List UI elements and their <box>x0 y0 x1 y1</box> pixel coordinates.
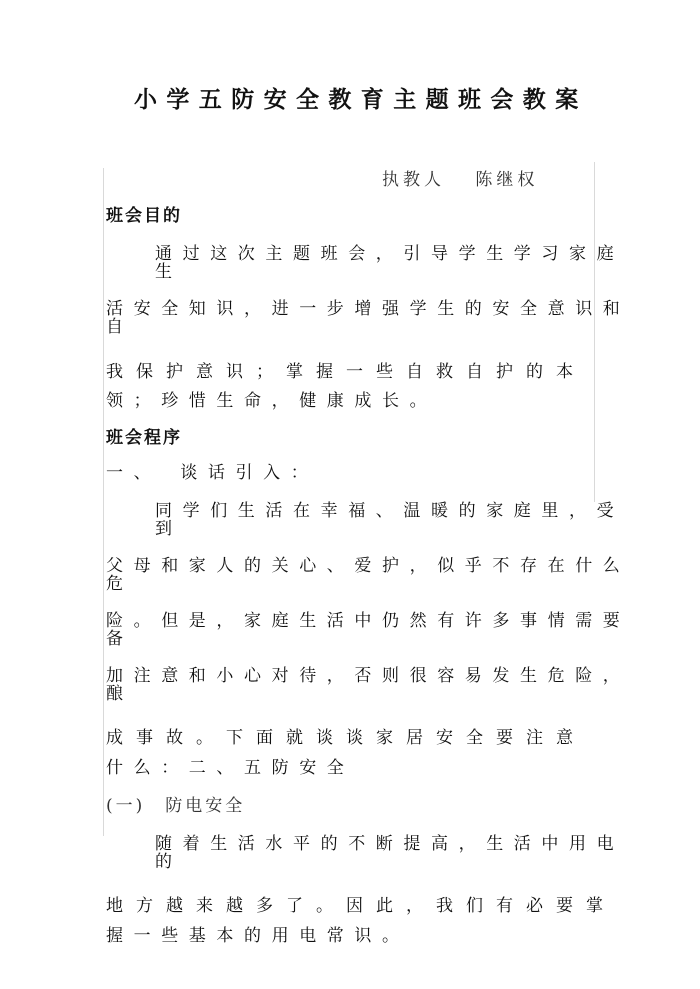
author-line: 执教人 陈继权 <box>382 170 539 190</box>
left-margin-line <box>103 168 104 836</box>
part1-line-1: 同学们生活在幸福、温暖的家庭里，受 <box>155 501 625 521</box>
goal-line-3: 我保护意识；掌握一些自救自护的本 <box>106 362 586 382</box>
goal-line-4: 领；珍惜生命，健康成长。 <box>106 391 438 411</box>
part1-line-6: 什么：二、五防安全 <box>106 758 355 778</box>
part1-line-3: 险。但是，家庭生活中仍然有许多事情需要 <box>106 611 631 631</box>
part1-line-3-wrap: 备 <box>106 629 123 649</box>
goal-line-1-wrap: 生 <box>155 262 172 282</box>
part1-line-2: 父母和家人的关心、爱护，似乎不存在什么 <box>106 556 631 576</box>
goal-heading: 班会目的 <box>106 206 182 226</box>
goal-line-2-wrap: 自 <box>106 317 123 337</box>
subsection1-line-1-wrap: 的 <box>155 852 172 872</box>
part1-heading: 一、 谈话引入： <box>106 463 319 483</box>
part1-line-4: 加注意和小心对待，否则很容易发生危险， <box>106 666 631 686</box>
subsection1-line-3: 握一些基本的用电常识。 <box>106 926 410 946</box>
subsection1-heading: (一) 防电安全 <box>106 796 246 816</box>
goal-line-1: 通过这次主题班会，引导学生学习家庭 <box>155 244 625 264</box>
document-title: 小学五防安全教育主题班会教案 <box>134 87 588 113</box>
procedure-heading: 班会程序 <box>106 428 182 448</box>
part1-line-5: 成事故。下面就谈谈家居安全要注意 <box>106 728 586 748</box>
part1-line-4-wrap: 酿 <box>106 684 123 704</box>
right-margin-line <box>594 162 595 502</box>
part1-line-1-wrap: 到 <box>155 519 172 539</box>
subsection1-line-1: 随着生活水平的不断提高，生活中用电 <box>155 834 625 854</box>
goal-line-2: 活安全知识，进一步增强学生的安全意识和 <box>106 299 631 319</box>
subsection1-line-2: 地方越来越多了。因此，我们有必要掌 <box>106 896 616 916</box>
part1-line-2-wrap: 危 <box>106 574 123 594</box>
